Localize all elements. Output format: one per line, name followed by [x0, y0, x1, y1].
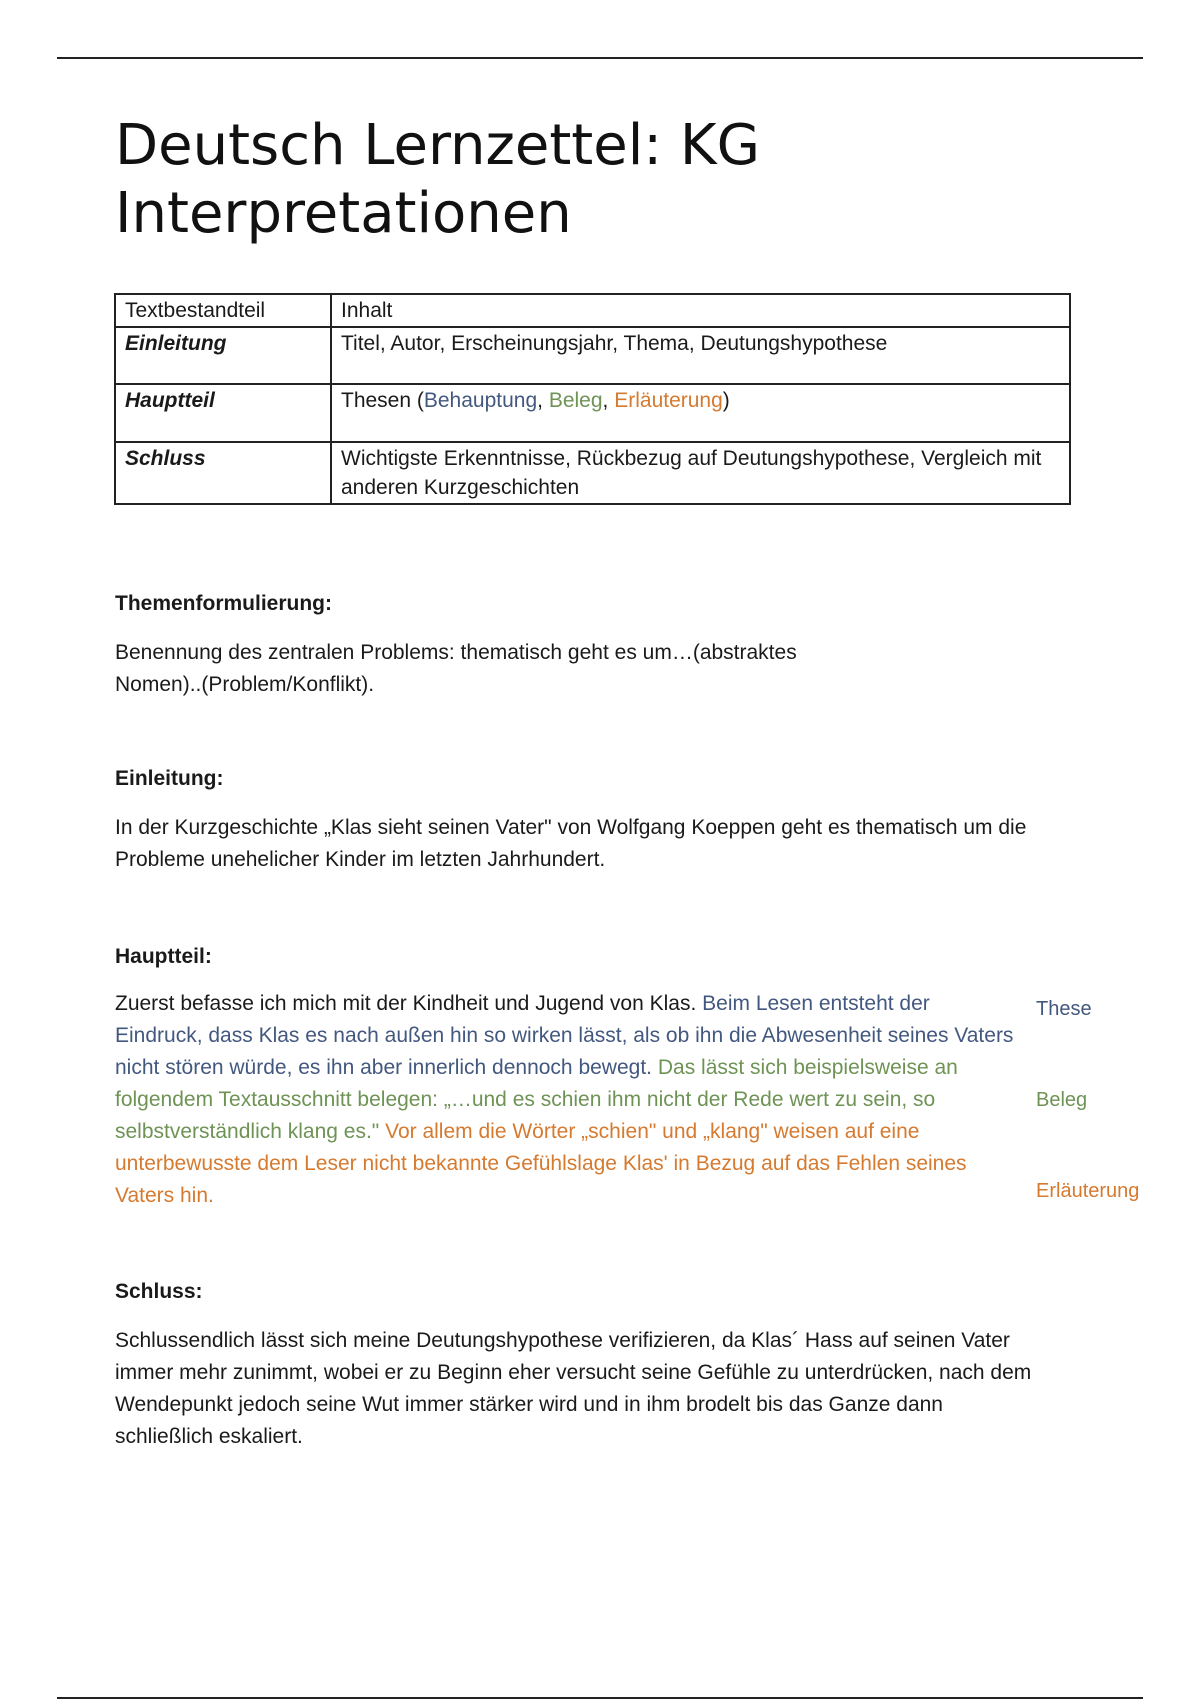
section-heading: Hauptteil:: [115, 945, 212, 968]
section-text: Benennung des zentralen Problems: thematisch geht es um…(abstraktes Nomen)..(Problem/Konflikt).: [115, 641, 797, 696]
section-heading: Schluss:: [115, 1280, 203, 1303]
table-header-col1: Textbestandteil: [115, 294, 331, 327]
section-text: In der Kurzgeschichte „Klas sieht seinen Vater" von Wolfgang Koeppen geht es thematisch um die Probleme unehelicher Kinder im letzten Jahrhundert.: [115, 816, 1027, 871]
margin-label-erlaeuterung: Erläuterung: [1036, 1180, 1140, 1202]
table-label-hauptteil: Hauptteil: [115, 384, 331, 442]
section-heading: Einleitung:: [115, 767, 224, 790]
page-title-line2: Interpretationen: [115, 181, 572, 246]
thesen-prefix: Thesen (: [341, 389, 424, 412]
hauptteil-paragraph: [115, 988, 1015, 1212]
erlaeuterung-text: Vor allem die Wörter „schien" und „klang" weisen auf eine unterbewusste dem Leser nicht bekannte Gefühlslage Klas' in Bezug auf das Fehlen seines Vaters hin.: [115, 1120, 967, 1207]
table-row: [115, 294, 1070, 327]
top-rule: [57, 57, 1143, 59]
table-row: [115, 442, 1070, 504]
table-row: [115, 384, 1070, 442]
bottom-rule: [57, 1697, 1143, 1699]
intro-text: Zuerst befasse ich mich mit der Kindheit und Jugend von Klas.: [115, 992, 703, 1015]
page-title-line1: Deutsch Lernzettel: KG: [115, 113, 761, 178]
section-schluss: [115, 1276, 1045, 1453]
structure-table: [114, 293, 1071, 505]
beleg-text: Das lässt sich beispielsweise an folgendem Textausschnitt belegen: „…und es schien ihm nicht der Rede wert zu sein, so selbstverständlich klang es.": [115, 1056, 958, 1143]
section-heading: Themenformulierung:: [115, 592, 333, 615]
section-text: Schlussendlich lässt sich meine Deutungshypothese verifizieren, da Klas´ Hass auf seinen Vater immer mehr zunimmt, wobei er zu Beginn eher versucht seine Gefühle zu unterdrücken, nach dem Wendepunkt jedoch seine Wut immer stärker wird und in ihm brodelt bis das Ganze dann schließlich eskaliert.: [115, 1329, 1032, 1448]
behauptung-term: Behauptung: [423, 389, 538, 412]
table-content-schluss: Wichtigste Erkenntnisse, Rückbezug auf Deutungshypothese, Vergleich mit anderen Kurzgeschichten: [331, 442, 1070, 504]
separator: ,: [537, 389, 549, 412]
erlaeuterung-term: Erläuterung: [614, 389, 723, 412]
beleg-term: Beleg: [548, 389, 603, 412]
table-row: [115, 327, 1070, 384]
separator: ,: [602, 389, 615, 412]
table-label-einleitung: Einleitung: [115, 327, 331, 384]
page-title: [115, 112, 1015, 248]
section-hauptteil: [115, 941, 1015, 1212]
section-einleitung: [115, 763, 1045, 876]
section-themenformulierung: [115, 588, 1045, 701]
these-text: Beim Lesen entsteht der Eindruck, dass Klas es nach außen hin so wirken lässt, als ob ihn die Abwesenheit seines Vaters nicht stören würde, es ihn aber innerlich dennoch bewegt.: [115, 992, 1014, 1079]
margin-label-beleg: Beleg: [1036, 1089, 1088, 1111]
thesen-suffix: ): [722, 389, 730, 412]
table-content-hauptteil: [331, 384, 1070, 442]
table-content-einleitung: Titel, Autor, Erscheinungsjahr, Thema, Deutungshypothese: [331, 327, 1070, 384]
table-label-schluss: Schluss: [115, 442, 331, 504]
margin-label-these: These: [1036, 998, 1092, 1020]
table-header-col2: Inhalt: [331, 294, 1070, 327]
